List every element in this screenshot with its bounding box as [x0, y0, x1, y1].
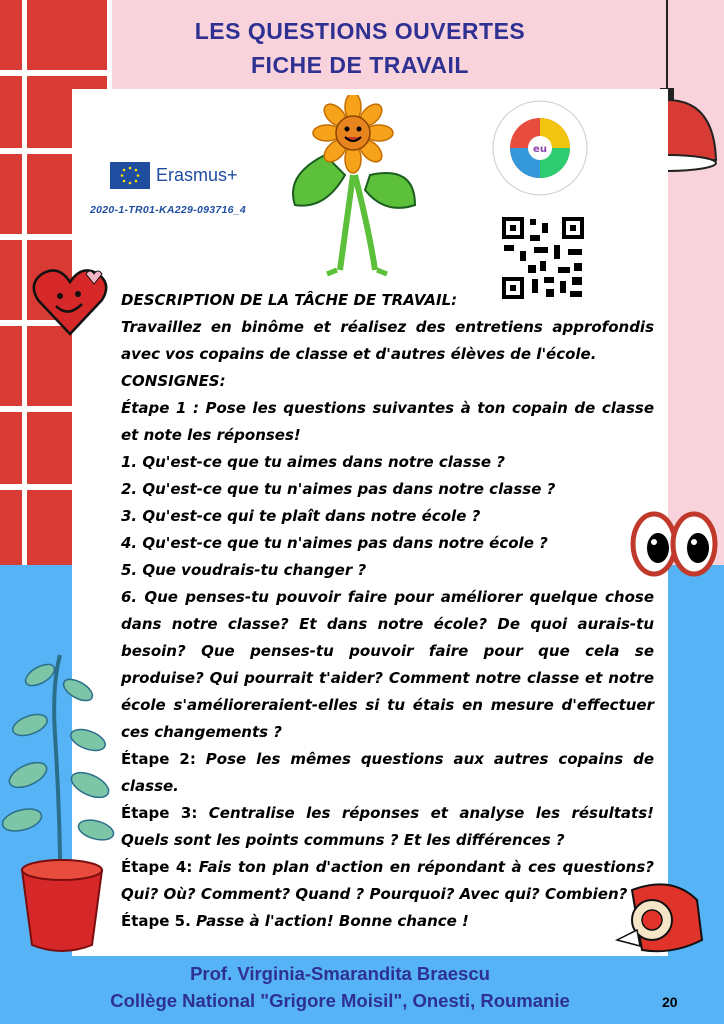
- plant-icon: [0, 645, 120, 965]
- step-3-text: Centralise les réponses et analyse les résultats! Quels sont les points communs ? Et les différences ?: [121, 804, 654, 849]
- description-text: Travaillez en binôme et réalisez des entretiens approfondis avec vos copains de classe et d'autres élèves de l'école.: [121, 318, 654, 363]
- question-item: 2. Qu'est-ce que tu n'aimes pas dans notre classe ?: [121, 480, 556, 498]
- footer-author: Prof. Virginia-Smarandita Braescu: [190, 963, 490, 984]
- page-title: LES QUESTIONS OUVERTES: [194, 18, 526, 44]
- sunflower-icon: [285, 95, 420, 280]
- school-logo-icon: [490, 98, 590, 198]
- step-1: Étape 1 : Pose les questions suivantes à ton copain de classe et note les réponses!: [121, 399, 654, 444]
- step-4-text: Fais ton plan d'action en répondant à ces questions? Qui? Où? Comment? Quand ? Pourquoi? Avec qui? Combien?: [121, 858, 654, 903]
- question-item: 4. Qu'est-ce que tu n'aimes pas dans notre école ?: [121, 534, 548, 552]
- erasmus-label: Erasmus+: [156, 165, 238, 185]
- step-3-label: Étape 3:: [121, 804, 198, 822]
- step-2-label: Étape 2:: [121, 750, 196, 768]
- school-logo-center: eu: [533, 144, 547, 155]
- question-item: 5. Que voudrais-tu changer ?: [121, 561, 367, 579]
- project-code: 2020-1-TR01-KA229-093716_4: [90, 204, 247, 216]
- page-subtitle: FICHE DE TRAVAIL: [251, 52, 469, 78]
- question-item: 3. Qu'est-ce qui te plaît dans notre école ?: [121, 507, 481, 525]
- step-2: [121, 746, 654, 800]
- step-4-label: Étape 4:: [121, 858, 193, 876]
- page-number: 20: [662, 994, 678, 1010]
- step-5-label: Étape 5.: [121, 912, 191, 930]
- step-4: [121, 854, 654, 908]
- step-5-text: Passe à l'action! Bonne chance !: [196, 912, 469, 930]
- footer-school: Collège National "Grigore Moisil", Onesti, Roumanie: [110, 990, 570, 1011]
- step-2-text: Pose les mêmes questions aux autres copains de classe.: [121, 750, 655, 795]
- step-3: [121, 800, 654, 854]
- eu-flag-icon: [110, 162, 150, 189]
- description-title: DESCRIPTION DE LA TÂCHE DE TRAVAIL:: [121, 291, 458, 309]
- heart-icon: [30, 262, 110, 342]
- worksheet-content: [121, 287, 654, 935]
- step-5: [121, 908, 654, 935]
- question-item: 1. Qu'est-ce que tu aimes dans notre classe ?: [121, 453, 506, 471]
- erasmus-logo: [110, 162, 270, 192]
- question-item: 6. Que penses-tu pouvoir faire pour améliorer quelque chose dans notre classe? Et dans notre école? De quoi aurais-tu besoin? Que penses-tu pouvoir faire pour que cela se produise? Qui pourrait t'aider? Comment notre classe et notre école s'amélioreraient-elles si tu étais en mesure d'effectuer ces changements ?: [121, 588, 654, 741]
- instructions-title: CONSIGNES:: [121, 372, 226, 390]
